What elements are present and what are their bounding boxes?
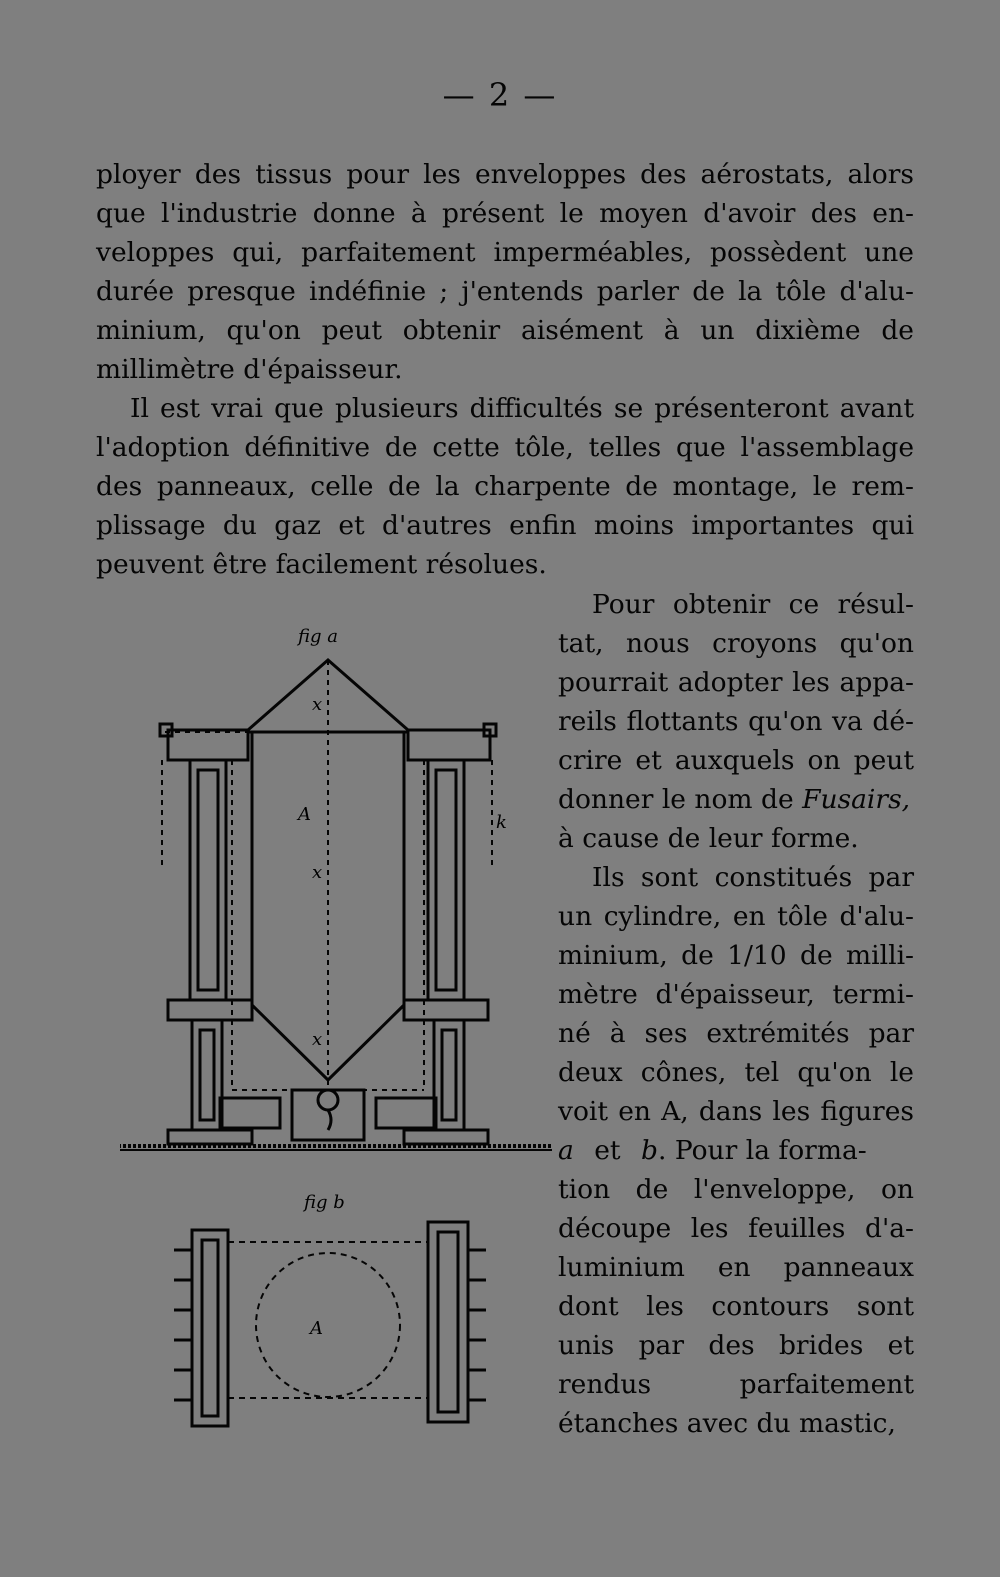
column-line: rendus parfaitement bbox=[558, 1369, 914, 1400]
column-line: crire et auxquels on peut bbox=[558, 745, 914, 776]
body-line: plissage du gaz et d'autres enfin moins importantes qui bbox=[96, 510, 914, 541]
column-line: tat, nous croyons qu'on bbox=[558, 628, 914, 659]
body-line: durée presque indéfinie ; j'entends parler de la tôle d'alu- bbox=[96, 276, 914, 307]
column-line: né à ses extrémités par bbox=[558, 1018, 914, 1049]
column-line: voit en A, dans les figures bbox=[558, 1096, 914, 1127]
body-line: ployer des tissus pour les enveloppes des aérostats, alors bbox=[96, 159, 914, 190]
column-line: étanches avec du mastic, bbox=[558, 1408, 896, 1439]
figure-a-elevation bbox=[120, 620, 560, 1160]
body-line: peuvent être facilement résolues. bbox=[96, 549, 547, 580]
column-line: pourrait adopter les appa- bbox=[558, 667, 914, 698]
figure-a-label-x: x bbox=[312, 1029, 323, 1050]
body-line: que l'industrie donne à présent le moyen d'avoir des en- bbox=[96, 198, 914, 229]
column-line-text: et bbox=[594, 1135, 621, 1166]
fusairs-term: Fusairs, bbox=[802, 784, 911, 815]
column-line bbox=[558, 1131, 914, 1170]
column-line-text: donner le nom de bbox=[558, 784, 794, 815]
column-line: un cylindre, en tôle d'alu- bbox=[558, 901, 914, 932]
column-line-text: . Pour la forma- bbox=[658, 1135, 867, 1166]
column-line: minium, de 1/10 de milli- bbox=[558, 940, 914, 971]
figure-a-label-x: x bbox=[312, 862, 323, 883]
column-line: Pour obtenir ce résul- bbox=[592, 589, 914, 620]
column-line: deux cônes, tel qu'on le bbox=[558, 1057, 914, 1088]
column-line: mètre d'épaisseur, termi- bbox=[558, 979, 914, 1010]
figure-b-caption: fig b bbox=[304, 1192, 345, 1213]
column-line: reils flottants qu'on va dé- bbox=[558, 706, 914, 737]
figure-a-label-k: k bbox=[496, 812, 507, 833]
body-line: veloppes qui, parfaitement imperméables, possèdent une bbox=[96, 237, 914, 268]
figure-ref-b: b bbox=[641, 1135, 658, 1166]
column-line: tion de l'enveloppe, on bbox=[558, 1174, 914, 1205]
page-number: — 2 — bbox=[442, 76, 558, 114]
body-line: l'adoption définitive de cette tôle, telles que l'assemblage bbox=[96, 432, 914, 463]
figure-a-label-A: A bbox=[298, 804, 311, 825]
figure-b-label-A: A bbox=[310, 1318, 323, 1339]
figure-a-label-x: x bbox=[312, 694, 323, 715]
column-line: découpe les feuilles d'a- bbox=[558, 1213, 914, 1244]
figure-a-caption: fig a bbox=[298, 626, 338, 647]
body-line: Il est vrai que plusieurs difficultés se présenteront avant bbox=[130, 393, 914, 424]
body-line: des panneaux, celle de la charpente de montage, le rem- bbox=[96, 471, 914, 502]
column-line bbox=[558, 780, 914, 819]
column-line: à cause de leur forme. bbox=[558, 823, 859, 854]
figure-b-plan bbox=[160, 1190, 500, 1450]
column-line: unis par des brides et bbox=[558, 1330, 914, 1361]
figure-ref-a: a bbox=[558, 1135, 574, 1166]
body-line: millimètre d'épaisseur. bbox=[96, 354, 403, 385]
column-line: luminium en panneaux bbox=[558, 1252, 914, 1283]
column-line: dont les contours sont bbox=[558, 1291, 914, 1322]
column-line: Ils sont constitués par bbox=[592, 862, 914, 893]
body-line: minium, qu'on peut obtenir aisément à un dixième de bbox=[96, 315, 914, 346]
